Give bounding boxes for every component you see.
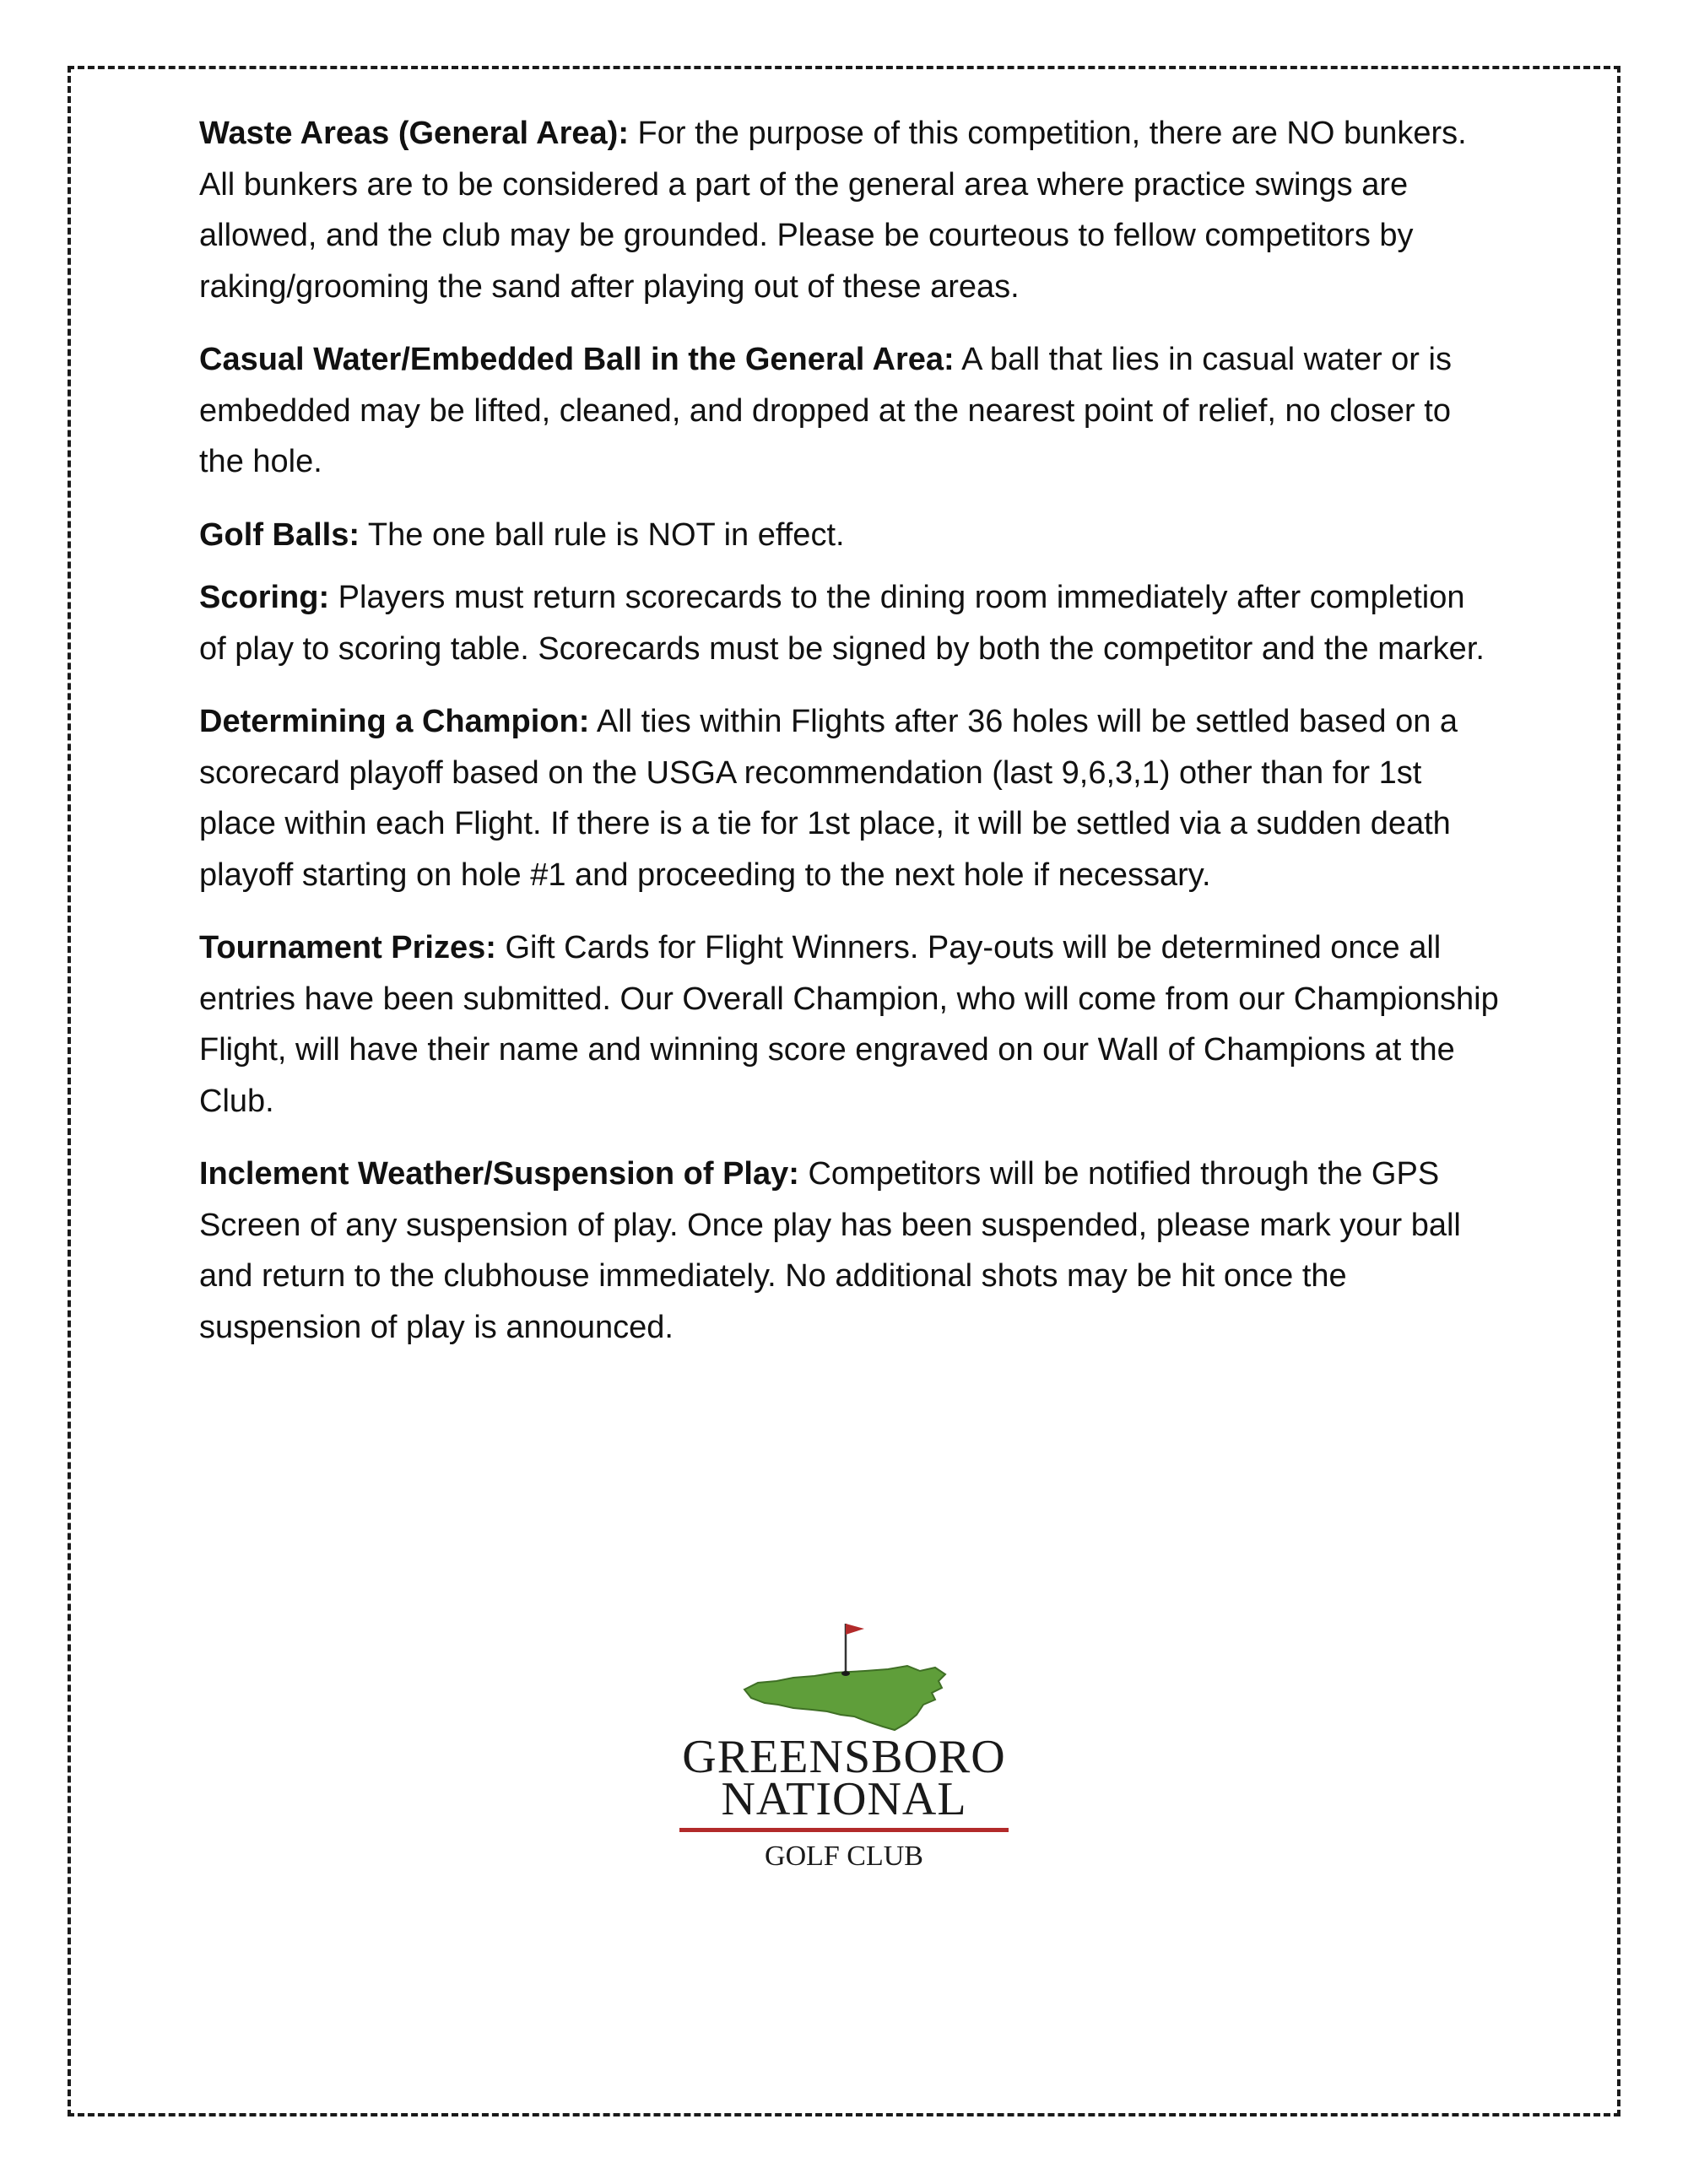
rule-label: Casual Water/Embedded Ball in the General Area: <box>199 342 955 377</box>
logo-line-2: NATIONAL <box>721 1773 967 1825</box>
rule-text: All ties within Flights after 36 holes will be settled based on a scorecard playoff based on the USGA recommendation (last 9,6,3,1) other than for 1st place within each Flight. If there is a tie for 1st place, it will be settled via a sudden death playoff starting on hole #1 and proceeding to the next hole if necessary. <box>199 704 1458 893</box>
rules-content <box>199 108 1499 1375</box>
rule-label: Golf Balls: <box>199 516 360 553</box>
rule-label: Inclement Weather/Suspension of Play: <box>199 1156 799 1192</box>
flag-icon <box>846 1624 864 1635</box>
club-logo <box>667 1612 1021 1882</box>
rule-label: Waste Areas (General Area): <box>199 116 629 151</box>
rule-text: Players must return scorecards to the dining room immediately after completion of play to scoring table. Scorecards must be signed by both the competitor and the marker. <box>199 580 1485 667</box>
logo-line-1: GREENSBORO <box>682 1731 1006 1783</box>
rule-golf-balls <box>199 510 1499 561</box>
rule-scoring <box>199 572 1499 674</box>
club-logo-graphic <box>667 1612 1021 1882</box>
rule-tournament-prizes <box>199 922 1499 1127</box>
rule-inclement-weather <box>199 1149 1499 1353</box>
rule-text: A ball that lies in casual water or is embedded may be lifted, cleaned, and dropped at the nearest point of relief, no closer to the hole. <box>199 342 1452 479</box>
rule-text: Competitors will be notified through the GPS Screen of any suspension of play. Once play has been suspended, please mark your ball and return to the clubhouse immediately. No additional shots may be hit once the suspension of play is announced. <box>199 1156 1461 1345</box>
rule-text: Gift Cards for Flight Winners. Pay-outs will be determined once all entries have been submitted. Our Overall Champion, who will come from our Championship Flight, will have their name and winning score engraved on our Wall of Champions at the Club. <box>199 930 1499 1119</box>
rule-label: Scoring: <box>199 580 330 615</box>
logo-divider <box>679 1828 1009 1832</box>
rule-label: Determining a Champion: <box>199 704 590 739</box>
rule-label: Tournament Prizes: <box>199 930 496 965</box>
rule-determining-champion <box>199 696 1499 900</box>
logo-line-3: GOLF CLUB <box>765 1841 923 1872</box>
golf-hole-icon <box>841 1671 850 1676</box>
rule-text: The one ball rule is NOT in effect. <box>360 516 845 553</box>
rule-casual-water <box>199 334 1499 488</box>
rule-waste-areas <box>199 108 1499 312</box>
rule-text: For the purpose of this competition, there are NO bunkers. All bunkers are to be considered a part of the general area where practice swings are allowed, and the club may be grounded. Please be courteous to fellow competitors by raking/grooming the sand after playing out of these areas. <box>199 116 1467 305</box>
